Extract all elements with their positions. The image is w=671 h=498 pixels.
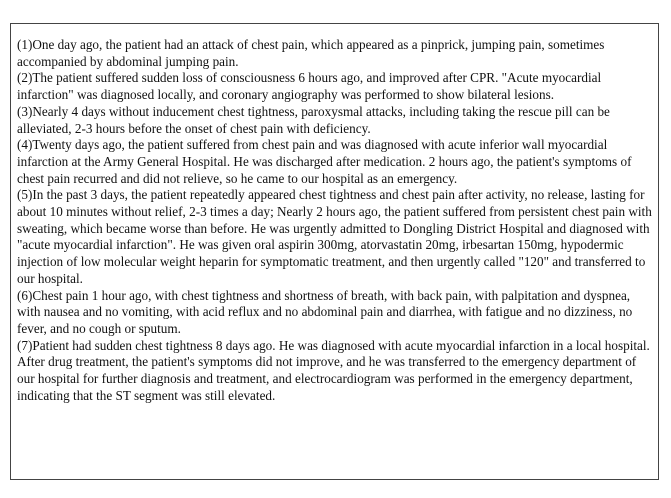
- case-entry-3: (3)Nearly 4 days without inducement chest tightness, paroxysmal attacks, including taking the rescue pill can be alleviated, 2-3 hours before the onset of chest pain with deficiency.: [17, 103, 610, 136]
- case-entry-7: (7)Patient had sudden chest tightness 8 days ago. He was diagnosed with acute myocardial infarction in a local hospital. After drug treatment, the patient's symptoms did not improve, and he was transferred to the emergency department of our hospital for further diagnosis and treatment, and electrocardiogram was performed in the emergency department, indicating that the ST segment was still elevated.: [17, 337, 650, 403]
- case-list: [17, 37, 652, 404]
- case-entry-4: (4)Twenty days ago, the patient suffered from chest pain and was diagnosed with acute inferior wall myocardial infarction at the Army General Hospital. He was discharged after medication. 2 hours ago, the patient's symptoms of chest pain recurred and did not relieve, so he came to our hospital as an emergency.: [17, 137, 632, 186]
- case-entry-6: (6)Chest pain 1 hour ago, with chest tightness and shortness of breath, with back pain, with palpitation and dyspnea, with nausea and no vomiting, with acid reflux and no abdominal pain and diarrhea, with fatigue and no dizziness, no fever, and no cough or sputum.: [17, 287, 633, 336]
- case-entry-2: (2)The patient suffered sudden loss of consciousness 6 hours ago, and improved after CPR. "Acute myocardial infarction" was diagnosed locally, and coronary angiography was performed to show bilateral lesions.: [17, 70, 602, 103]
- case-entry-5: (5)In the past 3 days, the patient repeatedly appeared chest tightness and chest pain after activity, no release, lasting for about 10 minutes without relief, 2-3 times a day; Nearly 2 hours ago, the patient suffered from persistent chest pain with sweating, which became worse than before. He was urgently admitted to Dongling District Hospital and diagnosed with "acute myocardial infarction". He was given oral aspirin 300mg, atorvastatin 20mg, irbesartan 150mg, hypodermic injection of low molecular weight heparin for symptomatic treatment, and then urgently called "120" and transferred to our hospital.: [17, 187, 652, 286]
- document-frame: [10, 23, 659, 480]
- case-entry-1: (1)One day ago, the patient had an attack of chest pain, which appeared as a pinprick, jumping pain, sometimes accompanied by abdominal jumping pain.: [17, 37, 605, 69]
